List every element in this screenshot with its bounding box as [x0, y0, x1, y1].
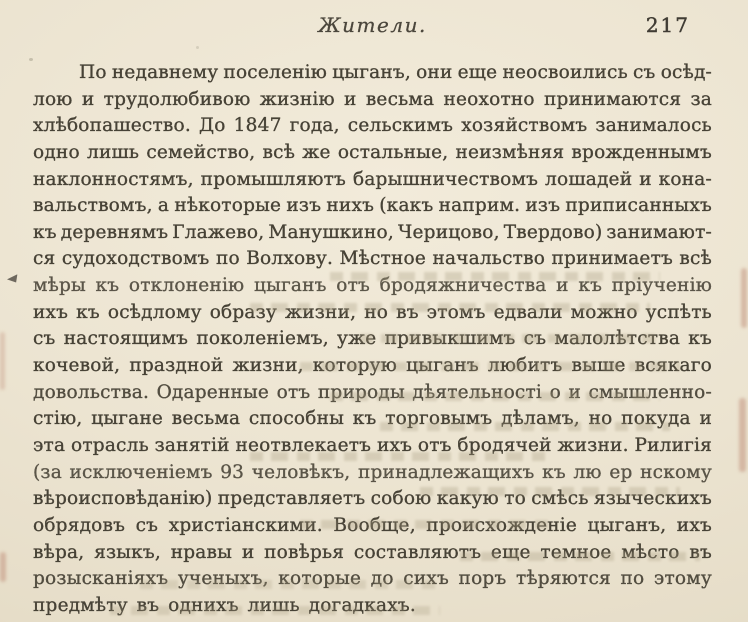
word: за — [690, 88, 712, 110]
word: они — [416, 62, 453, 83]
word: смѣсь — [531, 488, 589, 510]
text-line — [33, 88, 712, 115]
word: Вообще, — [333, 514, 416, 536]
bleed-through-artifact — [250, 452, 550, 461]
word: жизни, — [232, 355, 304, 377]
word: собою — [370, 488, 432, 510]
text-line — [33, 194, 712, 221]
word: осѣдлому — [107, 301, 202, 323]
word: нскому — [640, 461, 712, 483]
word: начальство — [432, 248, 546, 270]
word: и — [241, 541, 255, 563]
word: Мѣстное — [339, 248, 427, 270]
bleed-through-artifact — [420, 487, 680, 496]
bleed-through-artifact — [140, 580, 440, 589]
word: смышленно- — [588, 381, 712, 403]
word: года, — [289, 115, 340, 137]
word: (какъ — [379, 195, 434, 217]
word: природы — [317, 381, 405, 403]
word: принадлежащихъ — [357, 461, 535, 483]
word: деревнямъ — [60, 221, 169, 243]
word: съ — [135, 514, 159, 536]
word: и — [556, 275, 569, 297]
paper-speck — [196, 46, 199, 49]
word: этомъ — [426, 301, 486, 323]
word: лою — [33, 88, 73, 110]
word: по — [215, 248, 240, 270]
word: вѣра, — [33, 541, 85, 563]
word: остальные, — [337, 141, 449, 163]
word: 1847 — [233, 115, 282, 137]
word: по — [620, 568, 645, 590]
text-line — [33, 461, 712, 488]
word: сихъ — [403, 568, 449, 590]
word: къ — [33, 221, 57, 243]
word: изъ — [286, 195, 322, 217]
word: къ — [542, 461, 566, 483]
bleed-through-artifact — [110, 606, 440, 615]
word: бродячей — [457, 434, 552, 456]
word: цыганъ, — [332, 62, 411, 83]
word: языкъ, — [94, 541, 161, 563]
word: вальствомъ, — [33, 195, 153, 217]
word: приписанныхъ — [565, 195, 712, 217]
word: въ — [396, 301, 419, 323]
word: жизнію — [259, 88, 335, 110]
word: (за — [33, 461, 62, 483]
word: и — [699, 408, 712, 430]
word: цыганъ — [254, 275, 327, 297]
word: покуда — [621, 408, 691, 430]
word: ся — [33, 248, 56, 270]
word: отъ — [336, 275, 371, 297]
word: недавнему — [111, 62, 219, 83]
word: составляютъ — [353, 541, 482, 563]
word: жизни. — [557, 434, 629, 456]
word: одно — [33, 141, 80, 163]
word: всѣ — [679, 248, 712, 270]
page-edge-smudge — [739, 398, 746, 472]
word: этому — [653, 568, 712, 590]
bleed-through-artifact — [250, 303, 650, 312]
word: Глажево, — [172, 221, 265, 243]
word: можно — [570, 301, 638, 323]
word: нѣкоторые — [174, 195, 282, 217]
word: промышляютъ — [200, 168, 347, 190]
word: ихъ — [376, 434, 413, 456]
word: занималось — [595, 115, 712, 137]
text-line — [33, 61, 712, 88]
word: сельскимъ — [347, 115, 454, 137]
word: всѣ — [262, 141, 296, 163]
word: дѣламъ, — [501, 408, 580, 430]
word: Твердово) — [503, 221, 603, 243]
word: весьма — [171, 408, 241, 430]
word: неосвоились — [502, 62, 628, 83]
word: но — [364, 301, 389, 323]
word: осѣд- — [660, 62, 712, 83]
word: Волхову. — [246, 248, 334, 270]
word: человѣкъ, — [251, 461, 351, 483]
word: тѣряются — [516, 568, 611, 590]
text-line — [33, 247, 712, 274]
word: отрасль — [71, 434, 149, 456]
word: поселенію — [223, 62, 328, 83]
word: отклоненію — [128, 275, 245, 297]
word: къ — [95, 275, 120, 297]
word: любитъ — [487, 355, 563, 377]
word: съ — [633, 62, 656, 83]
word: барышничествомъ — [352, 168, 539, 190]
bleed-through-artifact — [460, 552, 700, 561]
word: наприм. — [438, 195, 521, 217]
word: цыгане — [91, 408, 164, 430]
word: повѣрья — [264, 541, 345, 563]
word: способны — [248, 408, 345, 430]
word: врожденнымъ — [571, 141, 712, 163]
word: исключеніемъ — [69, 461, 213, 483]
text-line — [33, 141, 712, 168]
word: пріученію — [611, 275, 712, 297]
word: стію, — [33, 408, 83, 430]
word: мѣсто — [621, 541, 680, 563]
bleed-through-artifact — [300, 362, 680, 371]
word: темное — [540, 541, 612, 563]
word: принимаются — [544, 88, 682, 110]
word: довольства. — [33, 381, 150, 403]
word: къ — [578, 275, 603, 297]
word: изъ — [525, 195, 561, 217]
word: кочевой, — [33, 355, 121, 377]
word: къ — [688, 328, 712, 350]
word: трудолюбивою — [103, 88, 251, 110]
margin-mark — [6, 274, 18, 283]
word: Манушкино, — [268, 221, 394, 243]
word: Рилигія — [634, 434, 712, 456]
word: ихъ — [33, 301, 69, 323]
word: привыкшимъ — [384, 328, 516, 350]
word: какую — [436, 488, 499, 510]
word: мѣры — [33, 275, 86, 297]
word: праздной — [129, 355, 224, 377]
word: поръ — [458, 568, 507, 590]
word: кона- — [658, 168, 712, 190]
word: къ — [352, 408, 377, 430]
word: жизни, — [285, 301, 357, 323]
word: христіанскими. — [168, 514, 323, 536]
word: о — [549, 381, 561, 403]
word: успѣть — [645, 301, 712, 323]
word: уже — [337, 328, 377, 350]
word: языческихъ — [593, 488, 712, 510]
running-title: Жители. — [318, 13, 427, 37]
word: ихъ — [676, 514, 712, 536]
page-edge-smudge — [0, 552, 6, 582]
word: съ — [33, 328, 56, 350]
word: розысканіяхъ — [33, 568, 169, 590]
word: хлѣбопашество. — [33, 115, 191, 137]
word: дѣятельності — [412, 381, 543, 403]
bleed-through-artifact — [330, 392, 660, 401]
page-edge-smudge — [741, 268, 747, 328]
word: до — [370, 568, 394, 590]
word: неохотно — [443, 88, 535, 110]
word: семейство, — [146, 141, 256, 163]
text-line — [33, 168, 712, 195]
word: то — [504, 488, 526, 510]
word: и — [568, 381, 581, 403]
text-line — [33, 221, 712, 248]
word: вѣроисповѣданію) — [33, 488, 213, 510]
word: съ — [523, 328, 547, 350]
word: эта — [33, 434, 66, 456]
word: цыганъ, — [587, 514, 667, 536]
word: наклонностямъ, — [33, 168, 194, 190]
word: обрядовъ — [33, 514, 126, 536]
word: лю — [573, 461, 602, 483]
word: отъ — [276, 381, 311, 403]
word: образу — [209, 301, 278, 323]
word: весьма — [365, 88, 435, 110]
word: но — [588, 408, 613, 430]
bleed-through-artifact — [300, 520, 550, 529]
word: лошадей — [545, 168, 633, 190]
word: 93 — [220, 461, 245, 483]
word: всякаго — [634, 355, 712, 377]
word: едвали — [493, 301, 563, 323]
word: неизмѣняя — [455, 141, 565, 163]
word: въ — [689, 541, 712, 563]
word: же — [302, 141, 331, 163]
word: принимаетъ — [551, 248, 673, 270]
text-line — [33, 114, 712, 141]
word: и — [344, 88, 357, 110]
page-header — [33, 13, 712, 39]
word: малолѣтства — [554, 328, 681, 350]
bleed-through-artifact — [360, 334, 660, 343]
word: судоходствомъ — [61, 248, 210, 270]
word: нихъ — [326, 195, 375, 217]
word: въ — [136, 594, 160, 616]
word: нравы — [170, 541, 233, 563]
word: По — [79, 62, 107, 83]
word: хозяйствомъ — [461, 115, 588, 137]
word: выше — [571, 355, 626, 377]
word: ер — [609, 461, 633, 483]
word: Черицово, — [398, 221, 500, 243]
page-number: 217 — [645, 13, 690, 37]
word: торговымъ — [385, 408, 493, 430]
word: До — [199, 115, 226, 137]
page-edge-smudge — [0, 332, 5, 390]
word: и — [639, 168, 652, 190]
word: предмѣту — [33, 594, 128, 616]
word: бродяжничества — [379, 275, 547, 297]
word: еще — [490, 541, 531, 563]
word: занимают- — [606, 221, 712, 243]
word: представляетъ — [217, 488, 366, 510]
word: поколеніемъ, — [196, 328, 329, 350]
word: отъ — [417, 434, 452, 456]
word: занятій — [154, 434, 230, 456]
word: лишь — [247, 594, 300, 616]
word: неотвлекаетъ — [235, 434, 372, 456]
bleed-through-artifact — [330, 272, 660, 281]
word: Одаренные — [156, 381, 270, 403]
word: которую — [312, 355, 398, 377]
word: ученыхъ, — [177, 568, 269, 590]
word: къ — [76, 301, 100, 323]
word: цыганъ — [406, 355, 479, 377]
word: и — [81, 88, 95, 110]
word: лишь — [87, 141, 140, 163]
word: еще — [457, 62, 498, 83]
paper-speck — [29, 58, 33, 61]
bleed-through-artifact — [380, 422, 670, 431]
word: происхожденіе — [426, 514, 578, 536]
word: настоящимъ — [63, 328, 189, 350]
word: а — [157, 195, 170, 217]
word: догадкахъ. — [308, 594, 416, 616]
word: однихъ — [168, 594, 239, 616]
word: которые — [278, 568, 362, 590]
